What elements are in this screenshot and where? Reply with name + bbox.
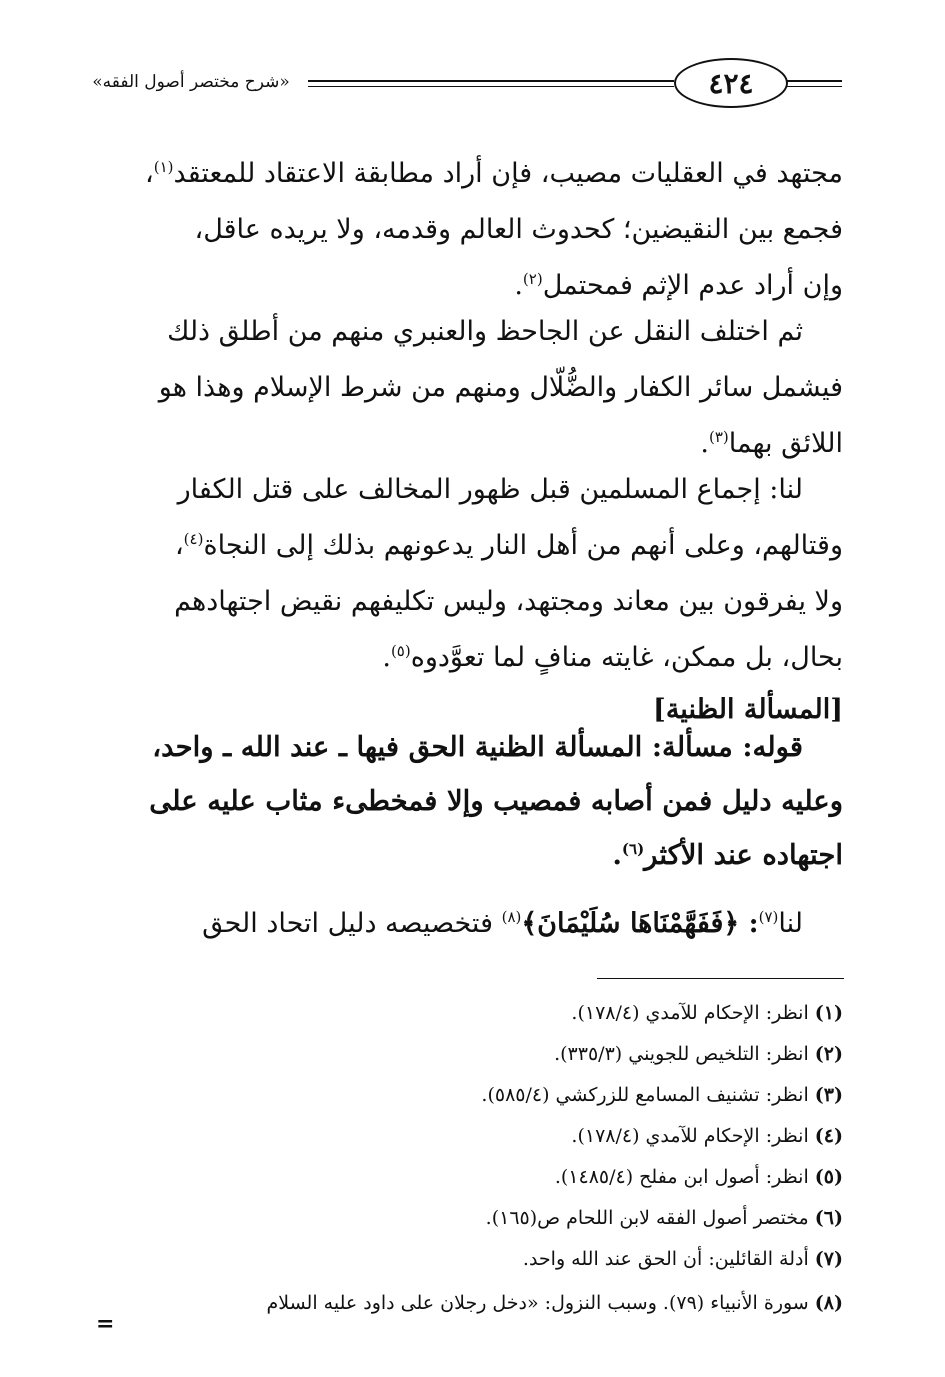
text-line: اللائق بهما$^{(٣)}$. [700,428,843,459]
header-rule-left-lower [308,86,674,87]
footnote-ref: (٢) [522,270,543,288]
text-line: مجتهد في العقليات مصيب، فإن أراد مطابقة الاعتقاد للمعتقد$^{(١)}$، [145,158,843,189]
footnote: (٢) انظر: التلخيص للجويني (٣٣٥/٣). [554,1043,843,1065]
last-body-line [95,896,843,952]
footnote: (٨) سورة الأنبياء (٧٩). وسبب النزول: «دخل رجلان على داود عليه السلام [266,1292,843,1314]
paragraph-2 [95,304,843,472]
text-line: وعليه دليل فمن أصابه فمصيب وإلا فمخطىء مثاب عليه على [149,785,843,817]
footnote: (٥) انظر: أصول ابن مفلح (١٤٨٥/٤). [554,1166,843,1188]
footnote-ref: (٥) [390,642,411,660]
header-rule-left [308,80,674,82]
running-header-title: «شرح مختصر أصول الفقه» [92,72,290,92]
section-heading: [المسألة الظنية] [653,694,843,725]
footnote-separator [597,978,844,979]
quran-verse: : ﴿فَفَهَّمْنَاهَا سُلَيْمَانَ﴾ [521,908,759,939]
footnote-ref: (١) [153,158,174,176]
text-line: اجتهاده عند الأكثر$^{(٦)}$. [612,839,843,871]
footnote-ref: (٤) [183,530,204,548]
page-number: ٤٢٤ [674,58,788,108]
footnote-ref: (٨) [501,908,522,926]
footnote-ref: (٧) [758,908,779,926]
text-line: لنا$^{(٧)}$: ﴿فَفَهَّمْنَاهَا سُلَيْمَانَ﴾$^{(٨)}$ فتخصيصه دليل اتحاد الحق [202,908,803,939]
header-rule-right-lower [784,86,842,87]
footnote: (٤) انظر: الإحكام للآمدي (١٧٨/٤). [571,1125,843,1147]
text-line: قوله: مسألة: المسألة الظنية الحق فيها ـ عند الله ـ واحد، [152,731,803,763]
text-line: فيشمل سائر الكفار والضُّلّال ومنهم من شرط الإسلام وهذا هو [158,372,843,403]
text-line: وقتالهم، وعلى أنهم من أهل النار يدعونهم بذلك إلى النجاة$^{(٤)}$، [174,530,843,561]
footnote: (٧) أدلة القائلين: أن الحق عند الله واحد. [522,1248,843,1270]
text-line: فجمع بين النقيضين؛ كحدوث العالم وقدمه، ولا يريده عاقل، [194,214,843,245]
text-line: ولا يفرقون بين معاند ومجتهد، وليس تكليفهم نقيض اجتهادهم [174,586,843,617]
quoted-matn [95,720,843,882]
continuation-mark: = [96,1311,115,1337]
footnote: (١) انظر: الإحكام للآمدي (١٧٨/٤). [571,1002,843,1024]
header-rule-right [784,80,842,82]
paragraph-3 [95,462,843,686]
text-line: وإن أراد عدم الإثم فمحتمل$^{(٢)}$. [514,270,843,301]
text-line: بحال، بل ممكن، غايته منافٍ لما تعوَّدوه$^{(٥)}$. [382,642,843,673]
text-line: ثم اختلف النقل عن الجاحظ والعنبري منهم من أطلق ذلك [167,316,803,347]
footnote: (٦) مختصر أصول الفقه لابن اللحام ص(١٦٥). [485,1207,843,1229]
footnote-ref: (٦) [621,840,645,858]
footnote: (٣) انظر: تشنيف المسامع للزركشي (٥٨٥/٤). [481,1084,843,1106]
footnote-ref: (٣) [708,428,729,446]
paragraph-1 [95,146,843,314]
text-line: لنا: إجماع المسلمين قبل ظهور المخالف على قتل الكفار [177,474,803,505]
